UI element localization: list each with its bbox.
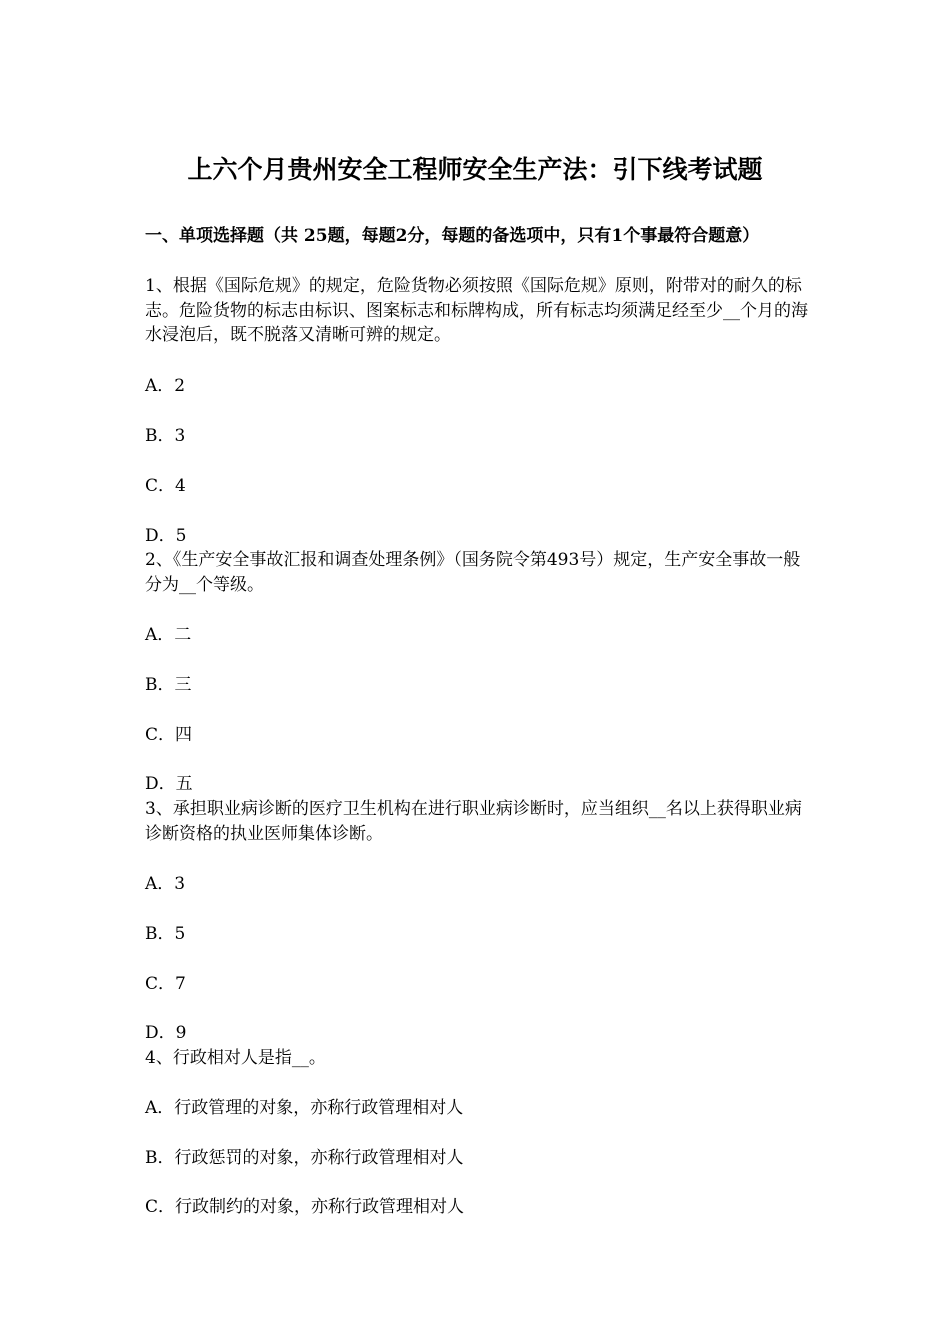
- question-3-stem: 3、承担职业病诊断的医疗卫生机构在进行职业病诊断时，应当组织__名以上获得职业病诊断资格的执业医师集体诊断。: [145, 799, 802, 844]
- question-1-option-c: C．4: [145, 476, 186, 496]
- question-4-option-b: B．行政惩罚的对象，亦称行政管理相对人: [145, 1148, 464, 1168]
- question-2-option-b: B．三: [145, 675, 192, 695]
- question-4-stem: 4、行政相对人是指__。: [145, 1048, 326, 1068]
- question-2-stem: 2、《生产安全事故汇报和调查处理条例》（国务院令第493号）规定，生产安全事故一般分为__个等级。: [145, 550, 801, 595]
- question-4-option-a: A．行政管理的对象，亦称行政管理相对人: [145, 1098, 464, 1118]
- question-1-option-d: D．5: [145, 526, 187, 546]
- question-1-option-a: A．2: [145, 376, 186, 396]
- question-3-option-b: B．5: [145, 924, 186, 944]
- section-heading: 一、单项选择题（共 25题，每题2分，每题的备选项中，只有1个事最符合题意）: [145, 226, 760, 246]
- question-3-option-c: C．7: [145, 974, 186, 994]
- question-2-option-c: C．四: [145, 725, 193, 745]
- question-3-option-d: D．9: [145, 1023, 187, 1043]
- question-2-option-d: D．五: [145, 774, 193, 794]
- document-title: 上六个月贵州安全工程师安全生产法：引下线考试题: [187, 155, 763, 184]
- question-3-option-a: A．3: [145, 874, 186, 894]
- question-1-option-b: B．3: [145, 426, 186, 446]
- question-4-option-c: C．行政制约的对象，亦称行政管理相对人: [145, 1197, 465, 1217]
- question-1-stem: 1、根据《国际危规》的规定，危险货物必须按照《国际危规》原则，附带对的耐久的标志。危险货物的标志由标识、图案标志和标牌构成，所有标志均须满足经至少__个月的海水浸泡后，既不脱落又清晰可辨的规定。: [145, 276, 808, 345]
- question-2-option-a: A．二: [145, 625, 192, 645]
